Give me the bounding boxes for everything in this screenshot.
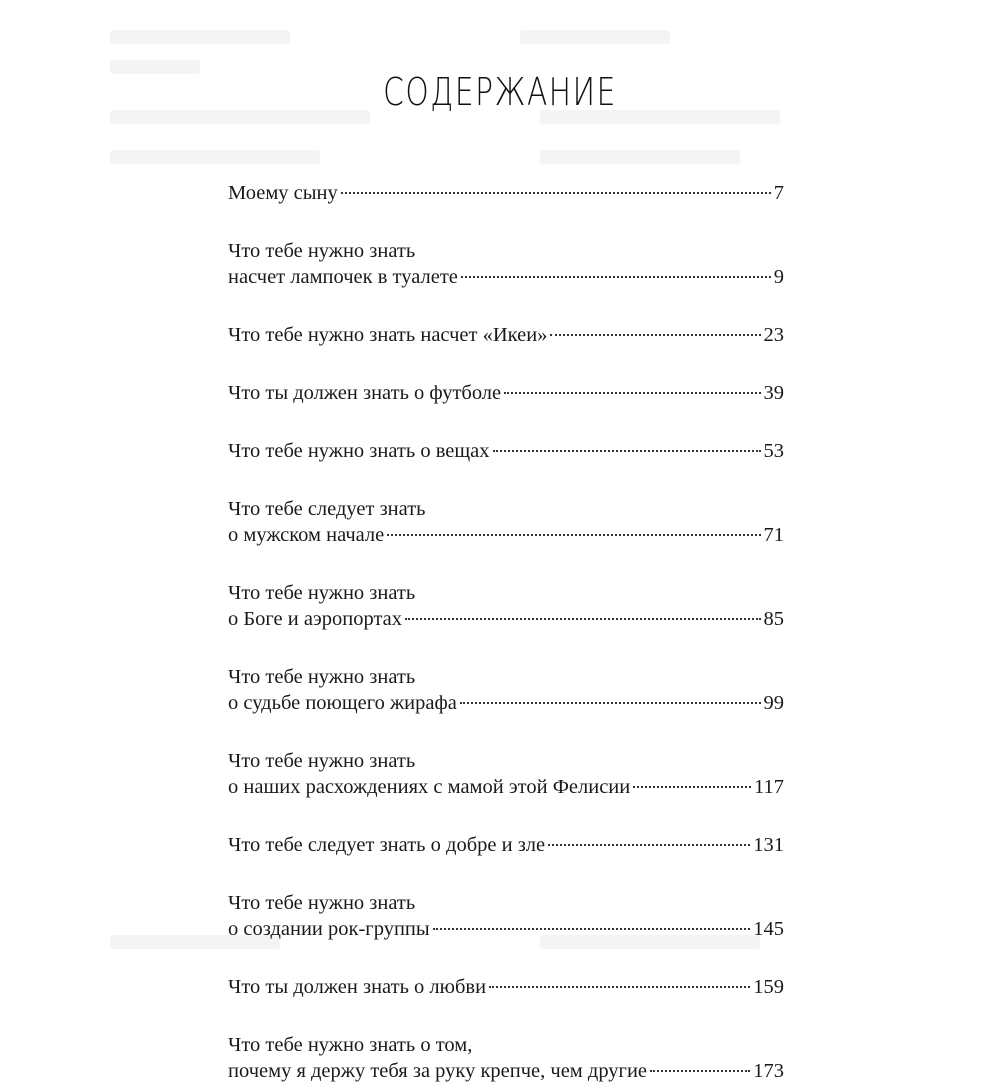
toc-page-number: 117 [754,776,784,798]
toc-page-number: 53 [763,440,784,462]
toc-entry-row [228,322,784,348]
toc-entry-title-line: насчет лампочек в туалете [228,266,458,288]
dot-leader [550,334,760,336]
toc-entry-title-line: Что тебе нужно знать [228,240,416,262]
toc-entry-title-line: Что тебе нужно знать [228,892,416,914]
toc-entry-title-line: Что тебе нужно знать о вещах [228,440,490,462]
toc-entry [228,974,784,1000]
toc-entry-title-line: Что тебе следует знать [228,498,426,520]
toc-entry-title-line: почему я держу тебя за руку крепче, чем другие [228,1060,648,1082]
toc-entry [228,580,784,632]
toc-entry-row [228,522,784,548]
toc-entry [228,1032,784,1084]
dot-leader [341,192,771,194]
toc-entry-title-line: Что тебе нужно знать [228,666,416,688]
toc-entry-row [228,264,784,290]
toc-entry-row [228,974,784,1000]
toc-entry-title-line: Что ты должен знать о футболе [228,382,502,404]
toc-page-number: 159 [753,976,784,998]
toc-entry [228,748,784,800]
dot-leader [493,450,761,452]
toc-entry-row [228,774,784,800]
toc-entry-title-line: о мужском начале [228,524,385,546]
dot-leader [504,392,760,394]
toc-entry [228,380,784,406]
toc-page-number: 39 [763,382,784,404]
table-of-contents [228,180,784,1084]
toc-page-number: 173 [753,1060,784,1082]
dot-leader [489,986,750,988]
toc-entry [228,180,784,206]
toc-entry [228,890,784,942]
toc-entry-row [228,606,784,632]
bleed-through-smudge [110,150,320,164]
toc-entry-title-line: о создании рок-группы [228,918,430,940]
toc-entry [228,322,784,348]
dot-leader [387,534,760,536]
toc-entry-title-line: Что тебе нужно знать о том, [228,1034,473,1056]
toc-entry-row [228,380,784,406]
bleed-through-smudge [540,150,740,164]
toc-entry-title-line: о наших расхождениях с мамой этой Фелисии [228,776,631,798]
toc-entry [228,496,784,548]
toc-page-number: 85 [763,608,784,630]
toc-entry-title-line: о Боге и аэропортах [228,608,403,630]
dot-leader [433,928,751,930]
toc-entry-row [228,690,784,716]
dot-leader [460,702,761,704]
dot-leader [461,276,771,278]
toc-entry-row [228,916,784,942]
toc-page-number: 9 [773,266,784,288]
dot-leader [405,618,760,620]
toc-entry [228,238,784,290]
toc-page-number: 99 [763,692,784,714]
toc-entry [228,438,784,464]
toc-entry-row [228,1058,784,1084]
toc-page-number: 23 [763,324,784,346]
toc-entry-title-line: Что тебе нужно знать [228,582,416,604]
dot-leader [548,844,750,846]
bleed-through-smudge [520,30,670,44]
toc-entry-title-line: Моему сыну [228,182,338,204]
bleed-through-smudge [110,30,290,44]
toc-page-number: 71 [763,524,784,546]
toc-entry [228,832,784,858]
toc-entry-title-line: Что ты должен знать о любви [228,976,487,998]
toc-entry-title-line: Что тебе нужно знать насчет «Икеи» [228,324,548,346]
toc-entry-title-line: Что тебе следует знать о добре и зле [228,834,546,856]
toc-entry [228,664,784,716]
toc-entry-row [228,180,784,206]
dot-leader [633,786,751,788]
toc-entry-row [228,832,784,858]
toc-entry-title-line: о судьбе поющего жирафа [228,692,457,714]
toc-page-number: 7 [773,182,784,204]
dot-leader [650,1070,750,1072]
page-title: СОДЕРЖАНИЕ [383,70,617,114]
toc-page-number: 131 [753,834,784,856]
toc-entry-row [228,438,784,464]
toc-page-number: 145 [753,918,784,940]
toc-entry-title-line: Что тебе нужно знать [228,750,416,772]
